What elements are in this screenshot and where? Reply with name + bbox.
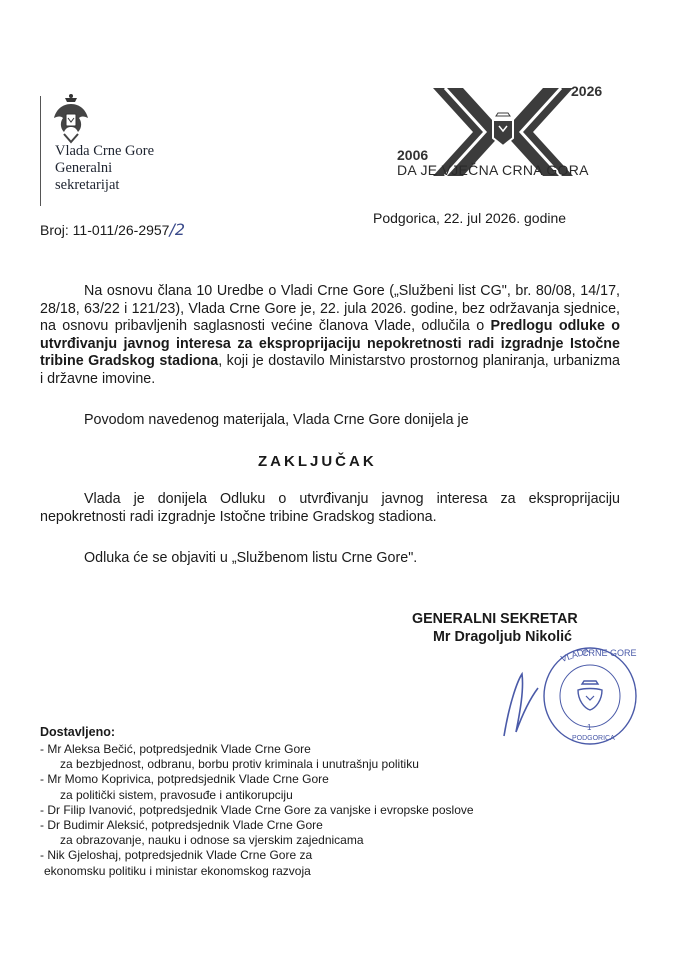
distribution-list <box>40 742 474 879</box>
svg-text:CRNE GORE: CRNE GORE <box>582 648 637 658</box>
coat-of-arms-icon <box>48 92 94 144</box>
institution-line: sekretarijat <box>55 177 120 193</box>
recipient-name: - Mr Aleksa Bečić, potpredsjednik Vlade Crne Gore <box>40 742 311 756</box>
logo-year-left: 2006 <box>397 147 429 163</box>
paragraph-intro-end: , koji je dostavilo Ministarstvo prostornog planiranja, urbanizma i državne imovine. <box>40 353 620 387</box>
paragraph-decision: Vlada je donijela Odluku o utvrđivanju javnog interesa za eksproprijaciju nepokretnosti radi izgradnje Istočne tribine Gradskog stadiona. <box>40 491 620 525</box>
header-divider <box>40 96 41 206</box>
recipient-name: - Mr Momo Koprivica, potpredsjednik Vlade Crne Gore <box>40 772 329 787</box>
svg-text:1: 1 <box>587 723 592 732</box>
list-item <box>40 818 474 848</box>
institution-line: Generalni <box>55 160 113 176</box>
paragraph-intro <box>40 283 620 389</box>
recipient-name: - Dr Budimir Aleksić, potpredsjednik Vlade Crne Gore <box>40 818 323 833</box>
paragraph-intro-bold: Predlogu odluke o utvrđivanju javnog interesa za eksproprijaciju nepokretnosti radi izgradnje Istočne tribine Gradskog stadiona <box>40 318 620 370</box>
recipient-role: ekonomsku politiku i ministar ekonomskog razvoja <box>44 863 311 878</box>
recipient-name: - Nik Gjeloshaj, potpredsjednik Vlade Crne Gore za <box>40 848 313 863</box>
conclusion-title: ZAKLJUČAK <box>258 453 377 470</box>
signatory-name: Mr Dragoljub Nikolić <box>433 629 573 645</box>
recipient-role: za bezbjednost, odbranu, borbu protiv kriminala i unutrašnju politiku <box>60 757 419 772</box>
svg-text:VLADA: VLADA <box>559 645 591 664</box>
signatory-title: GENERALNI SEKRETAR <box>412 611 578 627</box>
recipient-name: - Dr Filip Ivanović, potpredsjednik Vlade Crne Gore za vanjske i evropske poslove <box>40 802 474 817</box>
handwritten-annotation: /2 <box>169 220 186 239</box>
logo-tagline: DA JE VJEČNA CRNA GORA <box>397 162 589 178</box>
official-stamp <box>498 640 640 748</box>
list-item <box>40 848 474 878</box>
recipient-role: za obrazovanje, nauku i odnose sa vjerskim zajednicama <box>60 833 364 848</box>
list-item <box>40 772 474 802</box>
institution-name <box>55 143 154 194</box>
paragraph-adopted: Povodom navedenog materijala, Vlada Crne Gore donijela je <box>84 412 469 428</box>
reference-number-text: Broj: 11-011/26-2957 <box>40 222 170 238</box>
institution-line: Vlada Crne Gore <box>55 143 155 159</box>
document-date: Podgorica, 22. jul 2026. godine <box>373 210 567 226</box>
logo-year-right: 2026 <box>571 83 603 99</box>
paragraph-publication: Odluka će se objaviti u „Službenom listu Crne Gore". <box>84 550 418 566</box>
list-item <box>40 742 474 772</box>
paragraph-intro-start: Na osnovu člana 10 Uredbe o Vladi Crne Gore („Službeni list CG", br. 80/08, 14/17, 28/18, 63/22 i 121/23), Vlada Crne Gore je, 22. jula 2026. godine, bez održavanja sjednice, na osnovu pribavljenih saglasnosti većine članova Vlade, odlučila o <box>40 283 620 335</box>
list-item <box>40 803 474 818</box>
svg-text:PODGORICA: PODGORICA <box>572 735 615 742</box>
recipient-role: za politički sistem, pravosuđe i antikorupciju <box>60 787 293 802</box>
reference-number <box>40 220 185 239</box>
distribution-title: Dostavljeno: <box>40 725 116 739</box>
